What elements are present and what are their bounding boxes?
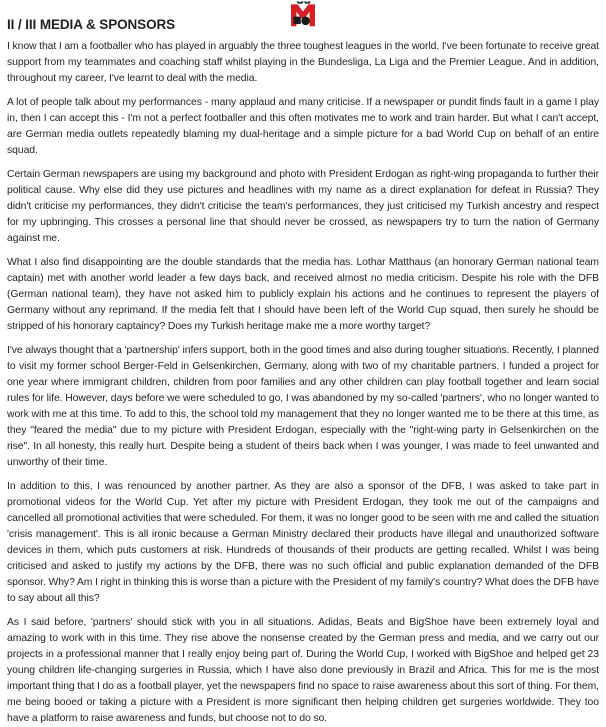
paragraph: I know that I am a footballer who has played in arguably the three toughest leagues in the world. I've been fortunate to receive great support from my teammates and coaching staff whilst playing in the Bundesliga, La Liga and the Premier League. And in addition, throughout my career, I've learnt to deal with the media. [7, 41, 599, 84]
page-title: II / III MEDIA & SPONSORS [7, 17, 176, 32]
m-monogram-logo [289, 1, 317, 30]
paragraph: As I said before, 'partners' should stick with you in all situations. Adidas, Beats and BigShoe have been extremely loyal and amazing to work with in this time. They rise above the nonsense created by the German press and media, and we carry out our projects in a professional manner that I really enjoy being part of. During the World Cup, I worked with BigShoe and helped get 23 young children life-changing surgeries in Russia, which I have also done previously in Brazil and Africa. This for me is the most important thing that I do as a football player, yet the newspapers find no space to raise awareness about this sort of thing. For them, me being booed or taking a picture with a President is more significant then helping children get surgeries worldwide. They too have a platform to raise awareness and funds, but choose not to do so. [7, 617, 599, 724]
paragraph: What I also find disappointing are the double standards that the media has. Lothar Matthaus (an honorary German national team captain) met with another world leader a few days back, and received almost no media criticism. Despite his role with the DFB (German national team), they have not asked him to publicly explain his actions and he continues to represent the players of Germany without any reprimand. If the media felt that I should have been left of the World Cup squad, then surely he should be stripped of his honorary captaincy? Does my Turkish heritage make me a more worthy target? [7, 257, 599, 332]
paragraph: A lot of people talk about my performances - many applaud and many criticise. If a newspaper or pundit finds fault in a game I play in, then I can accept this - I'm not a perfect footballer and this often motivates me to work and train harder. But what I can't accept, are German media outlets repeatedly blaming my dual-heritage and a simple picture for a bad World Cup on behalf of an entire squad. [7, 97, 599, 156]
paragraph: Certain German newspapers are using my background and photo with President Erdogan as right-wing propaganda to further their political cause. Why else did they use pictures and headlines with my name as a direct explanation for defeat in Russia? They didn't criticise my performances, they didn't criticise the team's performances, they just criticised my Turkish ancestry and respect for my upbringing. This crosses a personal line that should never be crossed, as newspapers try to turn the nation of Germany against me. [7, 169, 599, 244]
paragraph: I've always thought that a 'partnership' infers support, both in the good times and also during tougher situations. Recently, I planned to visit my former school Berger-Feld in Gelsenkirchen, Germany, along with two of my charitable partners. I funded a project for one year where immigrant children, children from poor families and any other children can play football together and learn social rules for life. However, days before we were scheduled to go, I was abandoned by my so-called 'partners', who no longer wanted to work with me at this time. To add to this, the school told my management that they no longer wanted me to be there at this time, as they "feared the media" due to my picture with President Erdogan, especially with the "right-wing party in Gelsenkirchen on the rise". In all honesty, this really hurt. Despite being a student of theirs back when I was younger, I was made to feel unwanted and unworthy of their time. [7, 345, 599, 468]
paragraph: In addition to this, I was renounced by another partner. As they are also a sponsor of the DFB, I was asked to take part in promotional videos for the World Cup. Yet after my picture with President Erdogan, they took me out of the campaigns and cancelled all promotional activities that were scheduled. For them, it was no longer good to be seen with me and called the situation 'crisis management'. This is all ironic because a German Ministry declared their products have illegal and unauthorized software devices in them, which puts customers at risk. Hundreds of thousands of their products are getting recalled. Whilst I was being criticised and asked to justify my actions by the DFB, there was no such official and public explanation demanded of the DFB sponsor. Why? Am I right in thinking this is worse than a picture with the President of my family's country? What does the DFB have to say about all this? [7, 481, 599, 604]
statement-body [7, 39, 599, 727]
